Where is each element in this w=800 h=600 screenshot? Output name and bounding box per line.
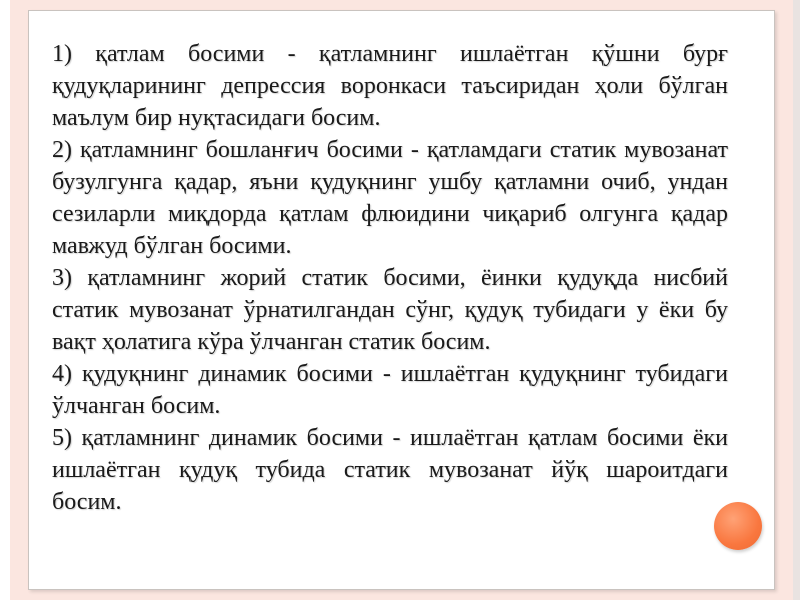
paragraph-well-dynamic-pressure: 4) қудуқнинг динамик босими - ишлаётган қудуқнинг тубидаги ўлчанган босим. [52,361,728,419]
paragraph-current-static-pressure: 3) қатламнинг жорий статик босими, ёинки қудуқда нисбий статик мувозанат ўрнатилгандан сўнг, қудуқ тубидаги у ёки бу вақт ҳолатига кўра ўлчанган статик босим. [52,265,728,355]
window-edge [793,0,800,600]
paragraph-initial-pressure: 2) қатламнинг бошланғич босими - қатламдаги статик мувозанат бузулгунга қадар, яъни қудуқнинг ушбу қатламни очиб, ундан сезиларли миқдорда қатлам флюидини чиқариб олгунга қадар мавжуд бўлган босими. [52,137,728,259]
paragraph-formation-dynamic-pressure: 5) қатламнинг динамик босими - ишлаётган қатлам босими ёки ишлаётган қудуқ тубида статик мувозанат йўқ шароитдаги босим. [52,425,728,515]
slide-body-text [52,38,728,518]
paragraph-formation-pressure: 1) қатлам босими - қатламнинг ишлаётган қўшни бурғ қудуқларининг депрессия воронкаси таъсиридан ҳоли бўлган маълум бир нуқтасидаги босим. [52,41,728,131]
orange-circle-decoration [714,502,762,550]
